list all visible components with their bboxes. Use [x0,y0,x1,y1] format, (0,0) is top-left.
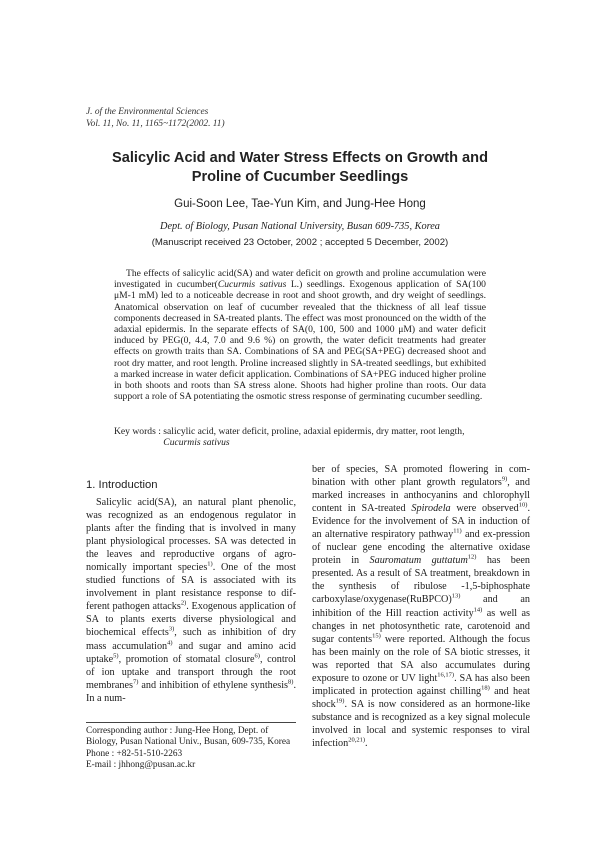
citation-ref: 9) [501,475,508,483]
abstract-species: Cucurmis sativus [217,279,287,291]
intro-left-column [86,496,296,705]
paper-title-line-1: Salicylic Acid and Water Stress Effects on Growth and [111,150,489,166]
footnote-line-1: Corresponding author : Jung-Hee Hong, Dept. of [86,726,269,736]
citation-ref: 19) [335,697,345,705]
section-heading-introduction: 1. Introduction [86,479,158,491]
citation-ref: 12) [467,553,477,561]
affiliation: Dept. of Biology, Pusan National University, Busan 609-735, Korea [160,221,440,232]
paper-title-line-2: Proline of Cucumber Seedlings [191,169,409,185]
keywords-label: Key words : [114,426,164,437]
manuscript-dates: (Manuscript received 23 October, 2002 ; accepted 5 December, 2002) [151,237,449,248]
intro-paragraph-continued: ber of species, SA promoted flowering in com-bination with other plant growth regulators$^{9)}$, and marked increases in anthocyanins and chlorophyll content in SA-treated Spirodela were observed$^{10)}$. Evidence for the involvement of SA in induction of an alternative respiratory pathway$^{11)}$ and ex-pression of nuclear gene encoding the alternative oxidase protein in Sauromatum guttatum$^{12)}$ has been presented. As a result of SA treatment, breakdown in the synthesis of ribulose -1,5-biphosphate carboxylase/oxygenase(RuBPCO)$^{13)}$ and an inhibition of the Hill reaction activity$^{14)}$ as well as changes in net photosynthetic rate, carotenoid and sugar contents$^{15)}$ were reported. Although the focus has been mainly on the role of SA biotic stresses, it was reported that SA also accumulates during exposure to ozone or UV light$^{16,17)}$. SA has also been implicated in protection against chilling$^{18)}$ and heat shock$^{19)}$. SA is now considered as an hormone-like substance and is recognized as a key signal molecule involved in local and systemic responses to viral infection$^{20,21)}$. [312,464,531,749]
citation-ref: 10) [518,501,528,509]
abstract-text-1: The effects of salicylic acid(SA) and water deficit on growth and proline accumulation were investigated in cucumber( [114,268,486,291]
citation-ref: 2) [180,599,187,607]
citation-ref: 7) [132,678,139,686]
citation-ref: 4) [167,639,173,647]
citation-ref: 14) [473,606,483,614]
citation-ref: 15) [372,632,381,640]
keywords [114,426,488,448]
citation-ref: 6) [254,652,260,660]
paper-title [60,149,540,187]
citation-ref: 16,17) [437,671,455,679]
abstract-text-2: L.) seedlings. Exogenous application of SA(100 μM-1 mM) led to a noticeable decrease in root and shoot growth, and dry weight of seedlings. Anatomical observation on leaf of cucumber revealed that the thickness of all leaf tissue components decreased in SA-treated plants. The effect was most pronounced on the width of the adaxial epidermis. In the separate effects of SA(0, 100, 500 and 1000 μM) and water deficit induced by PEG(0, 4.4, 7.0 and 9.6 %) on growth, the water deficit treatments had greater effects on growth traits than SA. Combinations of SA and PEG(SA+PEG) decreased shoot and root dry matter, and root length. Proline increased slightly in SA-treated seedlings, but exhibited a marked increase in water deficit application. Combinations of SA+PEG induced higher proline in both shoots and roots than SA stress alone. Shoots had higher proline than roots. Our data support a role of SA potentiating the osmotic stress response of germinating cucumber seedling. [114,279,486,403]
keywords-species: Cucurmis sativus [163,437,230,449]
citation-ref: 1) [207,560,213,568]
footnote-phone: Phone : +82-51-510-2263 [86,748,183,759]
keywords-text: salicylic acid, water deficit, proline, adaxial epidermis, dry matter, root length, [163,426,465,437]
citation-ref: 8) [288,678,294,686]
author-list: Gui-Soon Lee, Tae-Yun Kim, and Jung-Hee Hong [174,198,426,210]
abstract-paragraph [114,268,486,402]
abstract [114,268,486,402]
intro-right-column [312,463,530,750]
corresponding-author-footnote [86,726,300,772]
journal-citation [86,106,225,130]
keywords-list [163,426,488,448]
footnote-line-2: Biology, Pusan National Univ., Busan, 609-735, Korea [86,737,291,748]
species-name: Spirodela [411,503,451,515]
intro-paragraph: Salicylic acid(SA), an natural plant phenolic, was recognized as an endogenous regulator in plants after the finding that is involved in many plant physiological processes. SA was detected in the leaves and reproductive organs of agro-nomically important species$^{1)}$. One of the most studied functions of SA is associated with its involvement in plant resistance response to dif-ferent pathogen attacks$^{2)}$. Exogenous application of SA to plants exerts diverse physiological and biochemical effects$^{3)}$, such as inhibition of dry mass accumulation$^{4)}$ and sugar and amino acid uptake$^{5)}$, promotion of stomatal closure$^{6)}$, control of ion uptake and transport through the root membranes$^{7)}$ and inhibition of ethylene synthesis$^{8)}$. In a num- [86,497,296,704]
citation-ref: 13) [451,593,461,601]
footnote-email: E-mail : jhhong@pusan.ac.kr [86,760,196,771]
citation-ref: 20,21) [348,736,366,744]
footnote-divider [86,722,296,723]
journal-volume: Vol. 11, No. 11, 1165~1172(2002. 11) [86,119,225,129]
citation-ref: 5) [113,652,119,660]
citation-ref: 11) [453,527,462,535]
journal-name: J. of the Environmental Sciences [86,107,209,117]
species-name: Sauromatum guttatum [369,555,468,567]
citation-ref: 18) [481,684,490,692]
citation-ref: 3) [168,626,175,634]
